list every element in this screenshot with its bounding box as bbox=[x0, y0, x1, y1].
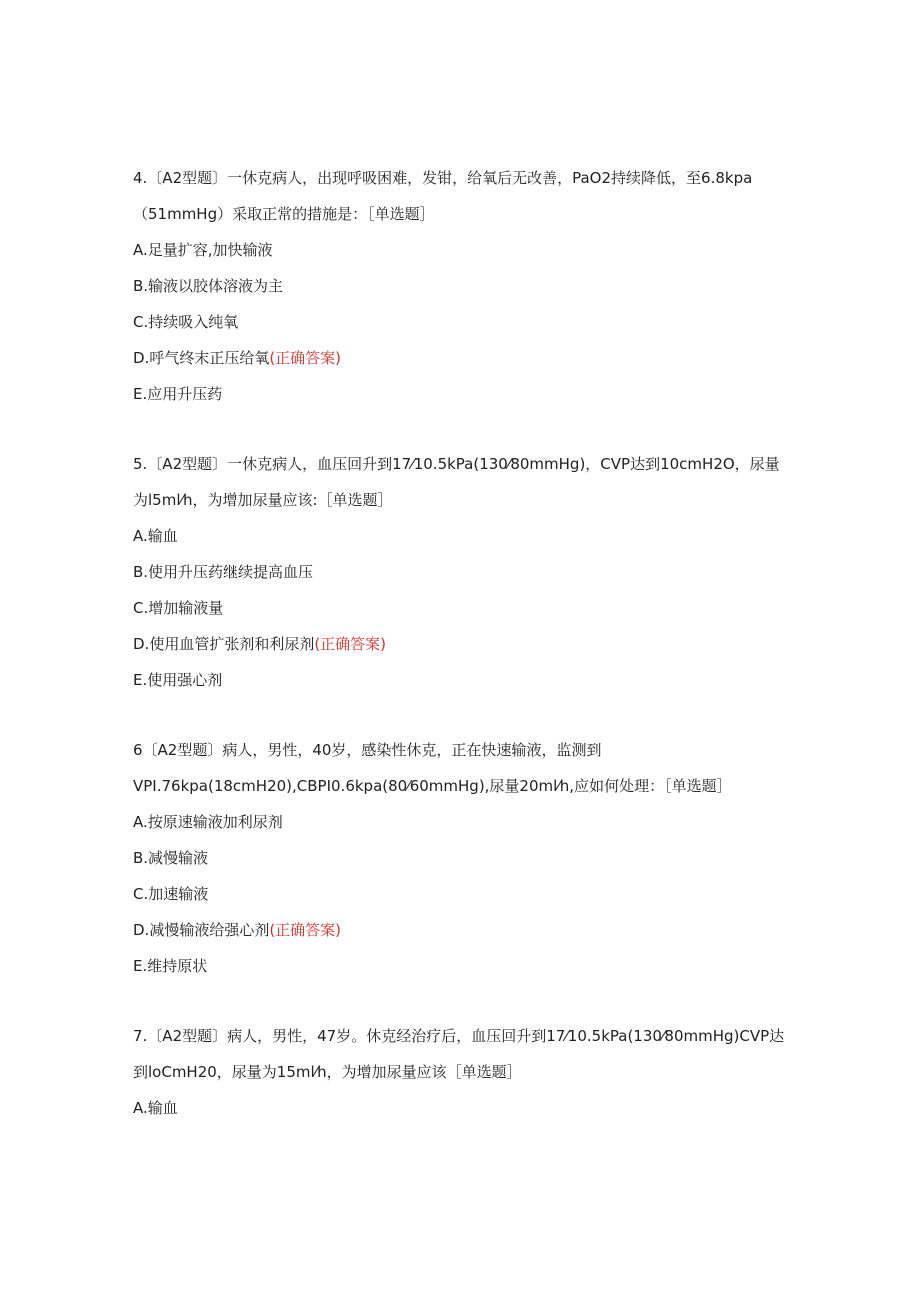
question-stem: 6〔A2型题〕病人，男性，40岁，感染性休克，正在快速输液，监测到VPI.76kpa(18cmH20),CBPI0.6kpa(80⁄60mmHg),尿量20ml⁄h,应如何处理：［单选题］ bbox=[133, 741, 732, 795]
option-a bbox=[133, 232, 793, 268]
option-e bbox=[133, 376, 793, 412]
option-b bbox=[133, 554, 793, 590]
question-stem: 4.〔A2型题〕一休克病人，出现呼吸困难，发钳，给氧后无改善，PaO2持续降低，至6.8kpa（51mmHg）采取正常的措施是：［单选题］ bbox=[133, 169, 753, 223]
option-c bbox=[133, 590, 793, 626]
option-text: D.减慢输液给强心剂 bbox=[133, 921, 270, 939]
option-b bbox=[133, 840, 793, 876]
option-text: D.使用血管扩张剂和利尿剂 bbox=[133, 635, 315, 653]
option-d bbox=[133, 912, 793, 948]
option-text: A.输血 bbox=[133, 1099, 178, 1117]
correct-answer-mark: (正确答案) bbox=[314, 635, 387, 653]
option-text: C.持续吸入纯氧 bbox=[133, 313, 239, 331]
option-text: E.应用升压药 bbox=[133, 385, 223, 403]
option-a bbox=[133, 518, 793, 554]
option-e bbox=[133, 948, 793, 984]
option-d bbox=[133, 626, 793, 662]
option-c bbox=[133, 876, 793, 912]
question-spacer bbox=[133, 412, 793, 446]
option-e bbox=[133, 662, 793, 698]
question-5 bbox=[133, 446, 793, 698]
option-text: B.减慢输液 bbox=[133, 849, 209, 867]
option-b bbox=[133, 268, 793, 304]
question-list bbox=[133, 160, 793, 1126]
correct-answer-mark: (正确答案) bbox=[269, 921, 342, 939]
option-text: E.维持原状 bbox=[133, 957, 208, 975]
correct-answer-mark: (正确答案) bbox=[269, 349, 342, 367]
option-text: C.加速输液 bbox=[133, 885, 209, 903]
question-6 bbox=[133, 732, 793, 984]
option-a bbox=[133, 804, 793, 840]
question-stem: 7.〔A2型题〕病人，男性，47岁。休克经治疗后，血压回升到17⁄10.5kPa(130⁄80mmHg)CVP达到loCmH20，尿量为15ml⁄h，为增加尿量应该［单选题］ bbox=[133, 1027, 785, 1081]
option-c bbox=[133, 304, 793, 340]
option-text: B.输液以胶体溶液为主 bbox=[133, 277, 284, 295]
option-text: A.输血 bbox=[133, 527, 178, 545]
option-text: C.增加输液量 bbox=[133, 599, 224, 617]
option-text: A.按原速输液加利尿剂 bbox=[133, 813, 283, 831]
option-text: D.呼气终末正压给氧 bbox=[133, 349, 270, 367]
option-text: E.使用强心剂 bbox=[133, 671, 223, 689]
option-text: A.足量扩容,加快输液 bbox=[133, 241, 273, 259]
option-a bbox=[133, 1090, 793, 1126]
question-4 bbox=[133, 160, 793, 412]
option-text: B.使用升压药继续提高血压 bbox=[133, 563, 314, 581]
question-stem: 5.〔A2型题〕一休克病人，血压回升到17⁄10.5kPa(130⁄80mmHg)，CVP达到10cmH2O，尿量为l5ml⁄h，为增加尿量应该:［单选题］ bbox=[133, 455, 780, 509]
question-spacer bbox=[133, 698, 793, 732]
option-d bbox=[133, 340, 793, 376]
question-7 bbox=[133, 1018, 793, 1126]
question-spacer bbox=[133, 984, 793, 1018]
